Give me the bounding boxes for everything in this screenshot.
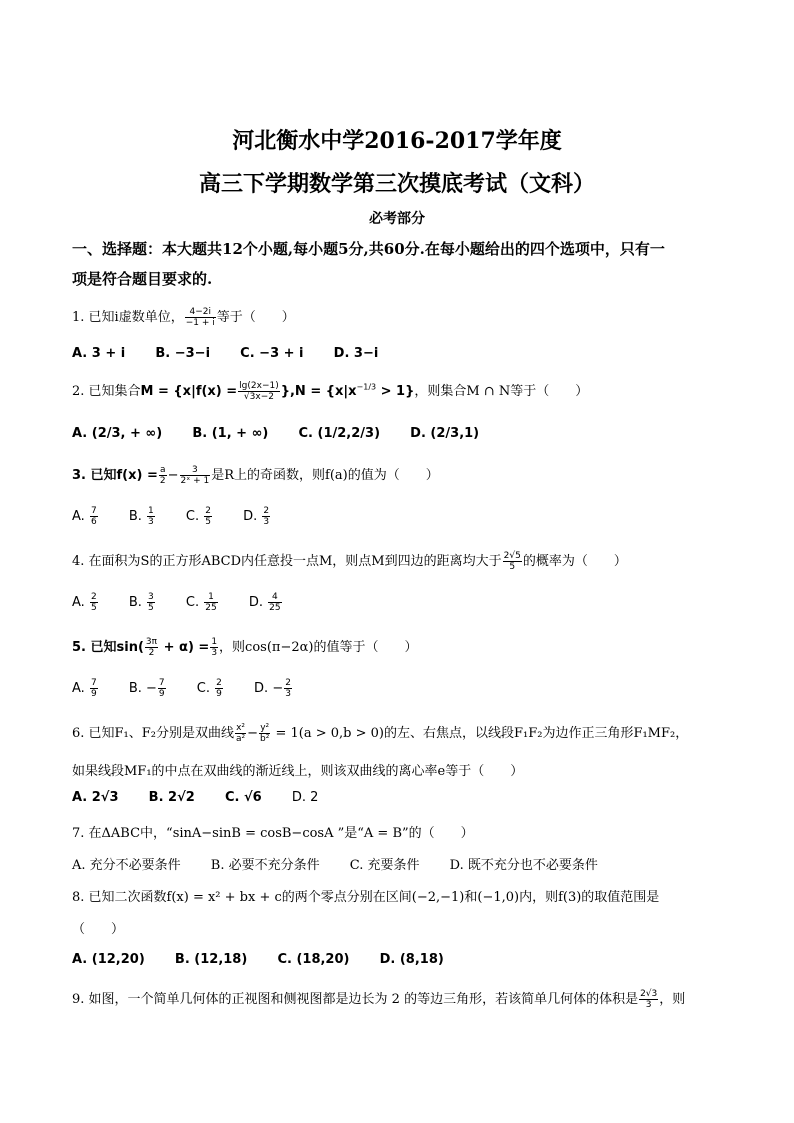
question-1	[72, 306, 732, 328]
fraction-denominator: 5	[205, 517, 211, 527]
fraction-numerator: 2	[90, 592, 97, 602]
option-d[interactable]	[249, 592, 283, 613]
fraction-denominator: 2	[159, 476, 166, 486]
fraction-numerator: 7	[90, 678, 97, 688]
option-c[interactable]	[186, 592, 219, 613]
option-label: A.	[72, 681, 85, 696]
question-2-fraction	[238, 381, 280, 402]
question-2	[72, 380, 732, 402]
question-4-suffix: 的概率为（ ）	[522, 554, 627, 569]
option-label: D.	[248, 595, 263, 610]
fraction-numerator: 2	[216, 678, 222, 688]
option-c[interactable]: C. −3 + i	[240, 346, 304, 361]
option-c[interactable]: C. √6	[224, 790, 262, 805]
fraction-numerator: y²	[260, 723, 270, 733]
question-6-mid: = 1(a > 0,b > 0)的左、右焦点，以线段F₁F₂为边作正三角形F₁MF₂，	[271, 726, 689, 741]
fraction-numerator: lg(2x−1)	[239, 381, 279, 391]
question-6	[72, 722, 732, 744]
option-label: C.	[185, 509, 200, 524]
option-a[interactable]	[72, 678, 99, 699]
fraction-denominator: 3	[211, 648, 218, 658]
question-6-options	[72, 790, 732, 805]
option-a[interactable]: A. (12,20)	[72, 952, 145, 967]
question-5-options	[72, 678, 732, 699]
question-2-prefix: 2. 已知集合	[72, 384, 141, 399]
option-label: C.	[196, 681, 211, 696]
fraction-numerator: a	[159, 465, 166, 475]
fraction-denominator: 9	[90, 689, 97, 699]
section-heading: 必考部分	[369, 211, 425, 227]
fraction-denominator: 5	[148, 603, 154, 613]
fraction-numerator: 4	[268, 592, 281, 603]
option-label: A.	[72, 509, 85, 524]
fraction-denominator: 3	[148, 517, 154, 527]
option-d[interactable]: D. 2	[291, 790, 319, 805]
option-sign: −	[272, 681, 284, 696]
option-label: B.	[128, 681, 142, 696]
question-6-fraction-x	[235, 723, 246, 744]
question-2-exponent: −1/3	[356, 382, 377, 392]
question-6-prefix: 6. 已知F₁、F₂分别是双曲线	[72, 726, 234, 741]
question-4-options	[72, 592, 732, 613]
fraction-numerator: 7	[90, 506, 97, 516]
question-4	[72, 550, 732, 572]
fraction-denominator: a²	[236, 734, 246, 744]
fraction-denominator: 6	[90, 517, 97, 527]
option-b[interactable]	[129, 678, 167, 699]
fraction-denominator: 25	[205, 603, 217, 613]
fraction-numerator: 2	[263, 506, 270, 516]
option-a[interactable]: A. (2/3, + ∞)	[72, 426, 163, 441]
option-d[interactable]	[243, 506, 271, 527]
fraction-denominator: √3x−2	[243, 392, 274, 402]
fraction-denominator: 9	[216, 689, 222, 699]
question-7-options	[72, 854, 732, 873]
option-b[interactable]: B. (12,18)	[174, 952, 248, 967]
question-5-mid: + α) =	[159, 640, 210, 655]
question-5-fraction-2	[210, 637, 218, 658]
question-8-options	[72, 952, 732, 967]
fraction-denominator: −1 + i	[185, 318, 215, 328]
option-label: D.	[243, 509, 258, 524]
option-c[interactable]	[186, 506, 213, 527]
option-d[interactable]: D. 既不充分也不必要条件	[449, 858, 598, 873]
question-1-prefix: 1. 已知i虚数单位，	[72, 310, 184, 325]
exam-subtitle: 高三下学期数学第三次摸底考试（文科）	[198, 171, 595, 197]
instructions-line-2: 项是符合题目要求的.	[72, 270, 213, 288]
fraction-numerator: 7	[158, 678, 165, 688]
question-2-suffix: ，则集合M ∩ N等于（ ）	[414, 384, 589, 399]
question-2-expr2: },N = {x|x	[280, 384, 357, 399]
question-2-expr1: M = {x|f(x) =	[140, 384, 238, 399]
exam-title: 河北衡水中学2016-2017学年度	[232, 128, 562, 154]
option-d[interactable]	[254, 678, 293, 699]
question-5	[72, 636, 732, 658]
fraction-denominator: 9	[158, 689, 165, 699]
question-6-fraction-y	[259, 723, 270, 744]
question-6-line-2: 如果线段MF₁的中点在双曲线的渐近线上，则该双曲线的离心率e等于（ ）	[72, 764, 524, 779]
option-a[interactable]	[72, 592, 99, 613]
option-b[interactable]	[129, 592, 156, 613]
question-9-suffix: ，则	[659, 992, 686, 1007]
option-b[interactable]	[129, 506, 156, 527]
instructions-line-1: 一、选择题：本大题共12个小题,每小题5分,共60分.在每小题给出的四个选项中，只有一	[72, 240, 665, 258]
option-d[interactable]: D. (8,18)	[379, 952, 444, 967]
fraction-denominator: 3	[263, 517, 270, 527]
fraction-denominator: 5	[90, 603, 97, 613]
question-9	[72, 988, 732, 1010]
fraction-denominator: 25	[269, 603, 281, 613]
option-a[interactable]: A. 2√3	[72, 790, 119, 805]
option-d[interactable]: D. (2/3,1)	[410, 426, 480, 441]
option-label: A.	[72, 595, 85, 610]
question-7: 7. 在ΔABC中，“sinA−sinB = cosB−cosA ”是“A = B”的（ ）	[72, 826, 474, 841]
option-a[interactable]: A. 3 + i	[72, 346, 126, 361]
question-8-line-2: （ ）	[72, 922, 125, 937]
question-9-fraction	[639, 989, 658, 1010]
option-a[interactable]: A. 充分不必要条件	[72, 858, 181, 873]
question-8: 8. 已知二次函数f(x) = x² + bx + c的两个零点分别在区间(−2,−1)和(−1,0)内，则f(3)的取值范围是	[72, 890, 660, 905]
option-label: B.	[128, 509, 142, 524]
fraction-denominator: 2ˣ + 1	[180, 476, 210, 486]
minus-sign: −	[167, 468, 179, 483]
fraction-numerator: 2√3	[640, 989, 658, 999]
option-label: D.	[254, 681, 269, 696]
fraction-denominator: 3	[285, 689, 291, 699]
option-b[interactable]: B. 2√2	[148, 790, 195, 805]
question-2-options	[72, 426, 732, 441]
question-9-prefix: 9. 如图，一个简单几何体的正视图和侧视图都是边长为 2 的等边三角形，若该简单几何体的体积是	[72, 992, 639, 1007]
fraction-denominator: b²	[260, 734, 270, 744]
question-1-suffix: 等于（ ）	[216, 310, 295, 325]
question-3	[72, 464, 732, 486]
fraction-numerator: 1	[204, 592, 217, 603]
fraction-numerator: 1	[148, 506, 154, 516]
option-sign: −	[146, 681, 157, 696]
option-label: C.	[185, 595, 200, 610]
minus-sign: −	[247, 726, 259, 741]
fraction-numerator: x²	[236, 723, 246, 733]
question-3-suffix: 是R上的奇函数，则f(a)的值为（ ）	[211, 468, 439, 483]
question-3-options	[72, 506, 732, 527]
option-b[interactable]: B. −3−i	[155, 346, 211, 361]
question-5-fraction-1	[145, 637, 158, 658]
option-a[interactable]	[72, 506, 99, 527]
question-1-fraction	[185, 307, 216, 328]
fraction-denominator: 5	[509, 562, 516, 572]
question-3-fraction-1	[159, 465, 167, 486]
question-2-expr3: > 1}	[376, 384, 415, 399]
fraction-numerator: 3	[148, 592, 154, 602]
fraction-numerator: 4−2i	[185, 307, 216, 318]
question-4-prefix: 4. 在面积为S的正方形ABCD内任意投一点M，则点M到四边的距离均大于	[72, 554, 502, 569]
fraction-numerator: 2	[285, 678, 291, 688]
fraction-denominator: 3	[645, 1000, 652, 1010]
fraction-numerator: 3π	[145, 637, 158, 647]
fraction-numerator: 2	[205, 506, 211, 516]
question-3-prefix: 3. 已知f(x) =	[72, 468, 158, 483]
fraction-numerator: 1	[211, 637, 218, 647]
question-4-fraction	[503, 551, 522, 572]
question-1-options	[72, 346, 732, 361]
fraction-denominator: 2	[148, 648, 155, 658]
option-b[interactable]: B. (1, + ∞)	[192, 426, 269, 441]
option-c[interactable]	[197, 678, 224, 699]
question-5-suffix: ，则cos(π−2α)的值等于（ ）	[219, 640, 418, 655]
fraction-numerator: 2√5	[503, 551, 521, 561]
question-3-fraction-2	[180, 465, 211, 486]
fraction-numerator: 3	[180, 465, 211, 476]
question-5-prefix: 5. 已知sin(	[72, 640, 144, 655]
option-c[interactable]: C. 充要条件	[349, 858, 420, 873]
option-c[interactable]: C. (1/2,2/3)	[298, 426, 381, 441]
option-c[interactable]: C. (18,20)	[277, 952, 350, 967]
option-d[interactable]: D. 3−i	[333, 346, 379, 361]
option-label: B.	[128, 595, 142, 610]
option-b[interactable]: B. 必要不充分条件	[210, 858, 320, 873]
